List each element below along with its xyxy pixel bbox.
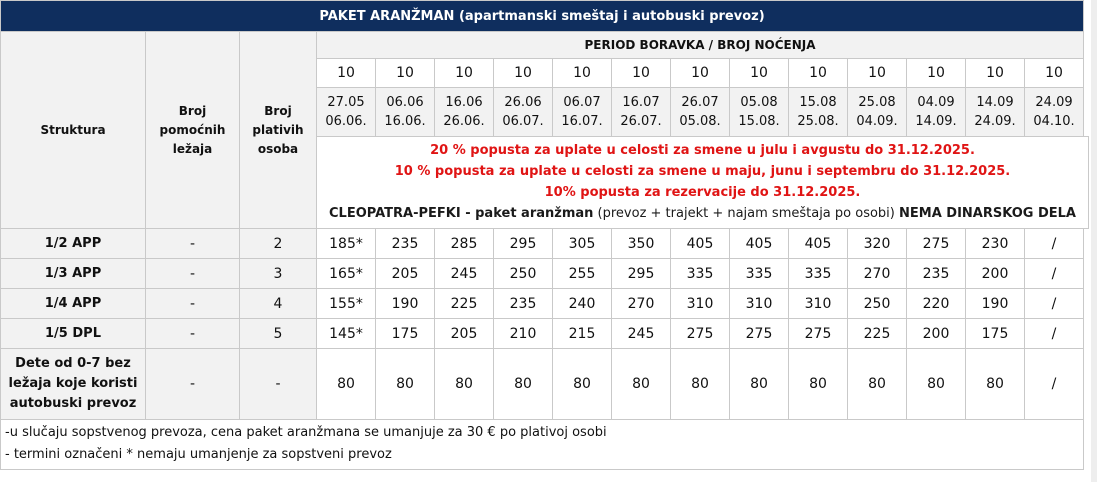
nights-cell: 10 (730, 59, 789, 88)
price-cell: 215 (553, 319, 612, 349)
nights-cell: 10 (907, 59, 966, 88)
price-cell: 310 (730, 289, 789, 319)
nights-cell: 10 (435, 59, 494, 88)
price-cell: 200 (907, 319, 966, 349)
price-cell: 80 (553, 349, 612, 420)
period-cell: 24.09 04.10. (1025, 88, 1084, 137)
aux-beds-cell: - (146, 349, 240, 420)
price-cell: 145* (317, 319, 376, 349)
header-period: PERIOD BORAVKA / BROJ NOĆENJA (317, 32, 1084, 59)
price-cell: 240 (553, 289, 612, 319)
price-cell: 335 (671, 259, 730, 289)
price-cell: 245 (435, 259, 494, 289)
price-cell: 80 (730, 349, 789, 420)
room-type-label: 1/2 APP (1, 229, 146, 259)
child-label: Dete od 0-7 bez ležaja koje koristi autobuski prevoz (1, 349, 146, 420)
nights-cell: 10 (612, 59, 671, 88)
nights-cell: 10 (1025, 59, 1084, 88)
room-type-label: 1/4 APP (1, 289, 146, 319)
price-cell: 175 (966, 319, 1025, 349)
price-cell: 80 (966, 349, 1025, 420)
page-scrollbar[interactable] (1091, 0, 1097, 482)
header-struktura: Struktura (1, 32, 146, 229)
table-row (1, 319, 1089, 349)
table-row (1, 229, 1089, 259)
price-cell: 205 (376, 259, 435, 289)
price-cell: 190 (376, 289, 435, 319)
payers-cell: 2 (240, 229, 317, 259)
nights-cell: 10 (966, 59, 1025, 88)
price-cell: 270 (848, 259, 907, 289)
notice-block (317, 137, 1089, 229)
price-cell: 205 (435, 319, 494, 349)
period-cell: 26.07 05.08. (671, 88, 730, 137)
price-cell: 230 (966, 229, 1025, 259)
period-cell: 14.09 24.09. (966, 88, 1025, 137)
price-cell: / (1025, 349, 1084, 420)
aux-beds-cell: - (146, 289, 240, 319)
price-cell: 405 (789, 229, 848, 259)
header-broj-pomocnih: Broj pomoćnih ležaja (146, 32, 240, 229)
aux-beds-cell: - (146, 259, 240, 289)
period-cell: 16.06 26.06. (435, 88, 494, 137)
nights-cell: 10 (789, 59, 848, 88)
price-cell: 235 (376, 229, 435, 259)
price-cell: 80 (848, 349, 907, 420)
table-title: PAKET ARANŽMAN (apartmanski smeštaj i autobuski prevoz) (1, 1, 1084, 32)
price-cell: 270 (612, 289, 671, 319)
price-cell: 320 (848, 229, 907, 259)
price-cell: / (1025, 319, 1084, 349)
price-cell: 80 (671, 349, 730, 420)
room-type-label: 1/5 DPL (1, 319, 146, 349)
nights-cell: 10 (553, 59, 612, 88)
payers-cell: 4 (240, 289, 317, 319)
package-suffix: NEMA DINARSKOG DELA (899, 206, 1076, 221)
price-cell: 80 (907, 349, 966, 420)
nights-cell: 10 (671, 59, 730, 88)
aux-beds-cell: - (146, 229, 240, 259)
price-cell: 275 (907, 229, 966, 259)
price-cell: 250 (848, 289, 907, 319)
price-cell: 310 (789, 289, 848, 319)
price-cell: / (1025, 289, 1084, 319)
aux-beds-cell: - (146, 319, 240, 349)
nights-cell: 10 (317, 59, 376, 88)
package-detail: (prevoz + trajekt + najam smeštaja po osobi) (593, 206, 899, 221)
child-row (1, 349, 1089, 420)
period-cell: 06.07 16.07. (553, 88, 612, 137)
price-cell: / (1025, 229, 1084, 259)
price-cell: 295 (494, 229, 553, 259)
period-cell: 04.09 14.09. (907, 88, 966, 137)
room-type-label: 1/3 APP (1, 259, 146, 289)
price-cell: 335 (730, 259, 789, 289)
price-cell: 285 (435, 229, 494, 259)
period-cell: 06.06 16.06. (376, 88, 435, 137)
price-rows (1, 229, 1089, 349)
period-cell: 25.08 04.09. (848, 88, 907, 137)
price-cell: 275 (789, 319, 848, 349)
price-cell: 165* (317, 259, 376, 289)
price-cell: 295 (612, 259, 671, 289)
payers-cell: 3 (240, 259, 317, 289)
price-cell: 235 (907, 259, 966, 289)
price-cell: 200 (966, 259, 1025, 289)
period-cell: 15.08 25.08. (789, 88, 848, 137)
price-cell: 335 (789, 259, 848, 289)
price-cell: 405 (730, 229, 789, 259)
nights-cell: 10 (494, 59, 553, 88)
table-row (1, 259, 1089, 289)
price-cell: 80 (435, 349, 494, 420)
price-cell: 80 (317, 349, 376, 420)
price-cell: 255 (553, 259, 612, 289)
price-cell: 275 (730, 319, 789, 349)
price-cell: 245 (612, 319, 671, 349)
nights-cell: 10 (376, 59, 435, 88)
discount-notice: 10% popusta za rezervacije do 31.12.2025. (544, 185, 861, 200)
table-row (1, 289, 1089, 319)
price-cell: 80 (612, 349, 671, 420)
footnote: - termini označeni * nemaju umanjenje za sopstveni prevoz (5, 447, 392, 462)
discount-notice: 10 % popusta za uplate u celosti za smene u maju, junu i septembru do 31.12.2025. (394, 164, 1011, 179)
price-cell: 350 (612, 229, 671, 259)
price-cell: 405 (671, 229, 730, 259)
price-cell: 235 (494, 289, 553, 319)
footnotes (1, 420, 1084, 470)
period-cell: 26.06 06.07. (494, 88, 553, 137)
price-cell: 310 (671, 289, 730, 319)
price-cell: 80 (494, 349, 553, 420)
price-cell: 220 (907, 289, 966, 319)
footnote: -u slučaju sopstvenog prevoza, cena paket aranžmana se umanjuje za 30 € po plativoj osobi (5, 425, 607, 440)
period-cell: 27.05 06.06. (317, 88, 376, 137)
payers-cell: - (240, 349, 317, 420)
price-cell: 225 (435, 289, 494, 319)
payers-cell: 5 (240, 319, 317, 349)
period-cell: 05.08 15.08. (730, 88, 789, 137)
price-cell: 275 (671, 319, 730, 349)
price-cell: 80 (789, 349, 848, 420)
price-cell: 250 (494, 259, 553, 289)
header-broj-plativih: Broj plativih osoba (240, 32, 317, 229)
period-cell: 16.07 26.07. (612, 88, 671, 137)
price-cell: 80 (376, 349, 435, 420)
price-cell: 175 (376, 319, 435, 349)
price-cell: 190 (966, 289, 1025, 319)
nights-cell: 10 (848, 59, 907, 88)
price-cell: 305 (553, 229, 612, 259)
discount-notice: 20 % popusta za uplate u celosti za smene u julu i avgustu do 31.12.2025. (430, 143, 975, 158)
price-cell: 185* (317, 229, 376, 259)
price-cell: / (1025, 259, 1084, 289)
package-line (317, 203, 1088, 224)
price-cell: 155* (317, 289, 376, 319)
price-cell: 225 (848, 319, 907, 349)
package-name: CLEOPATRA-PEFKI - paket aranžman (329, 206, 594, 221)
price-cell: 210 (494, 319, 553, 349)
